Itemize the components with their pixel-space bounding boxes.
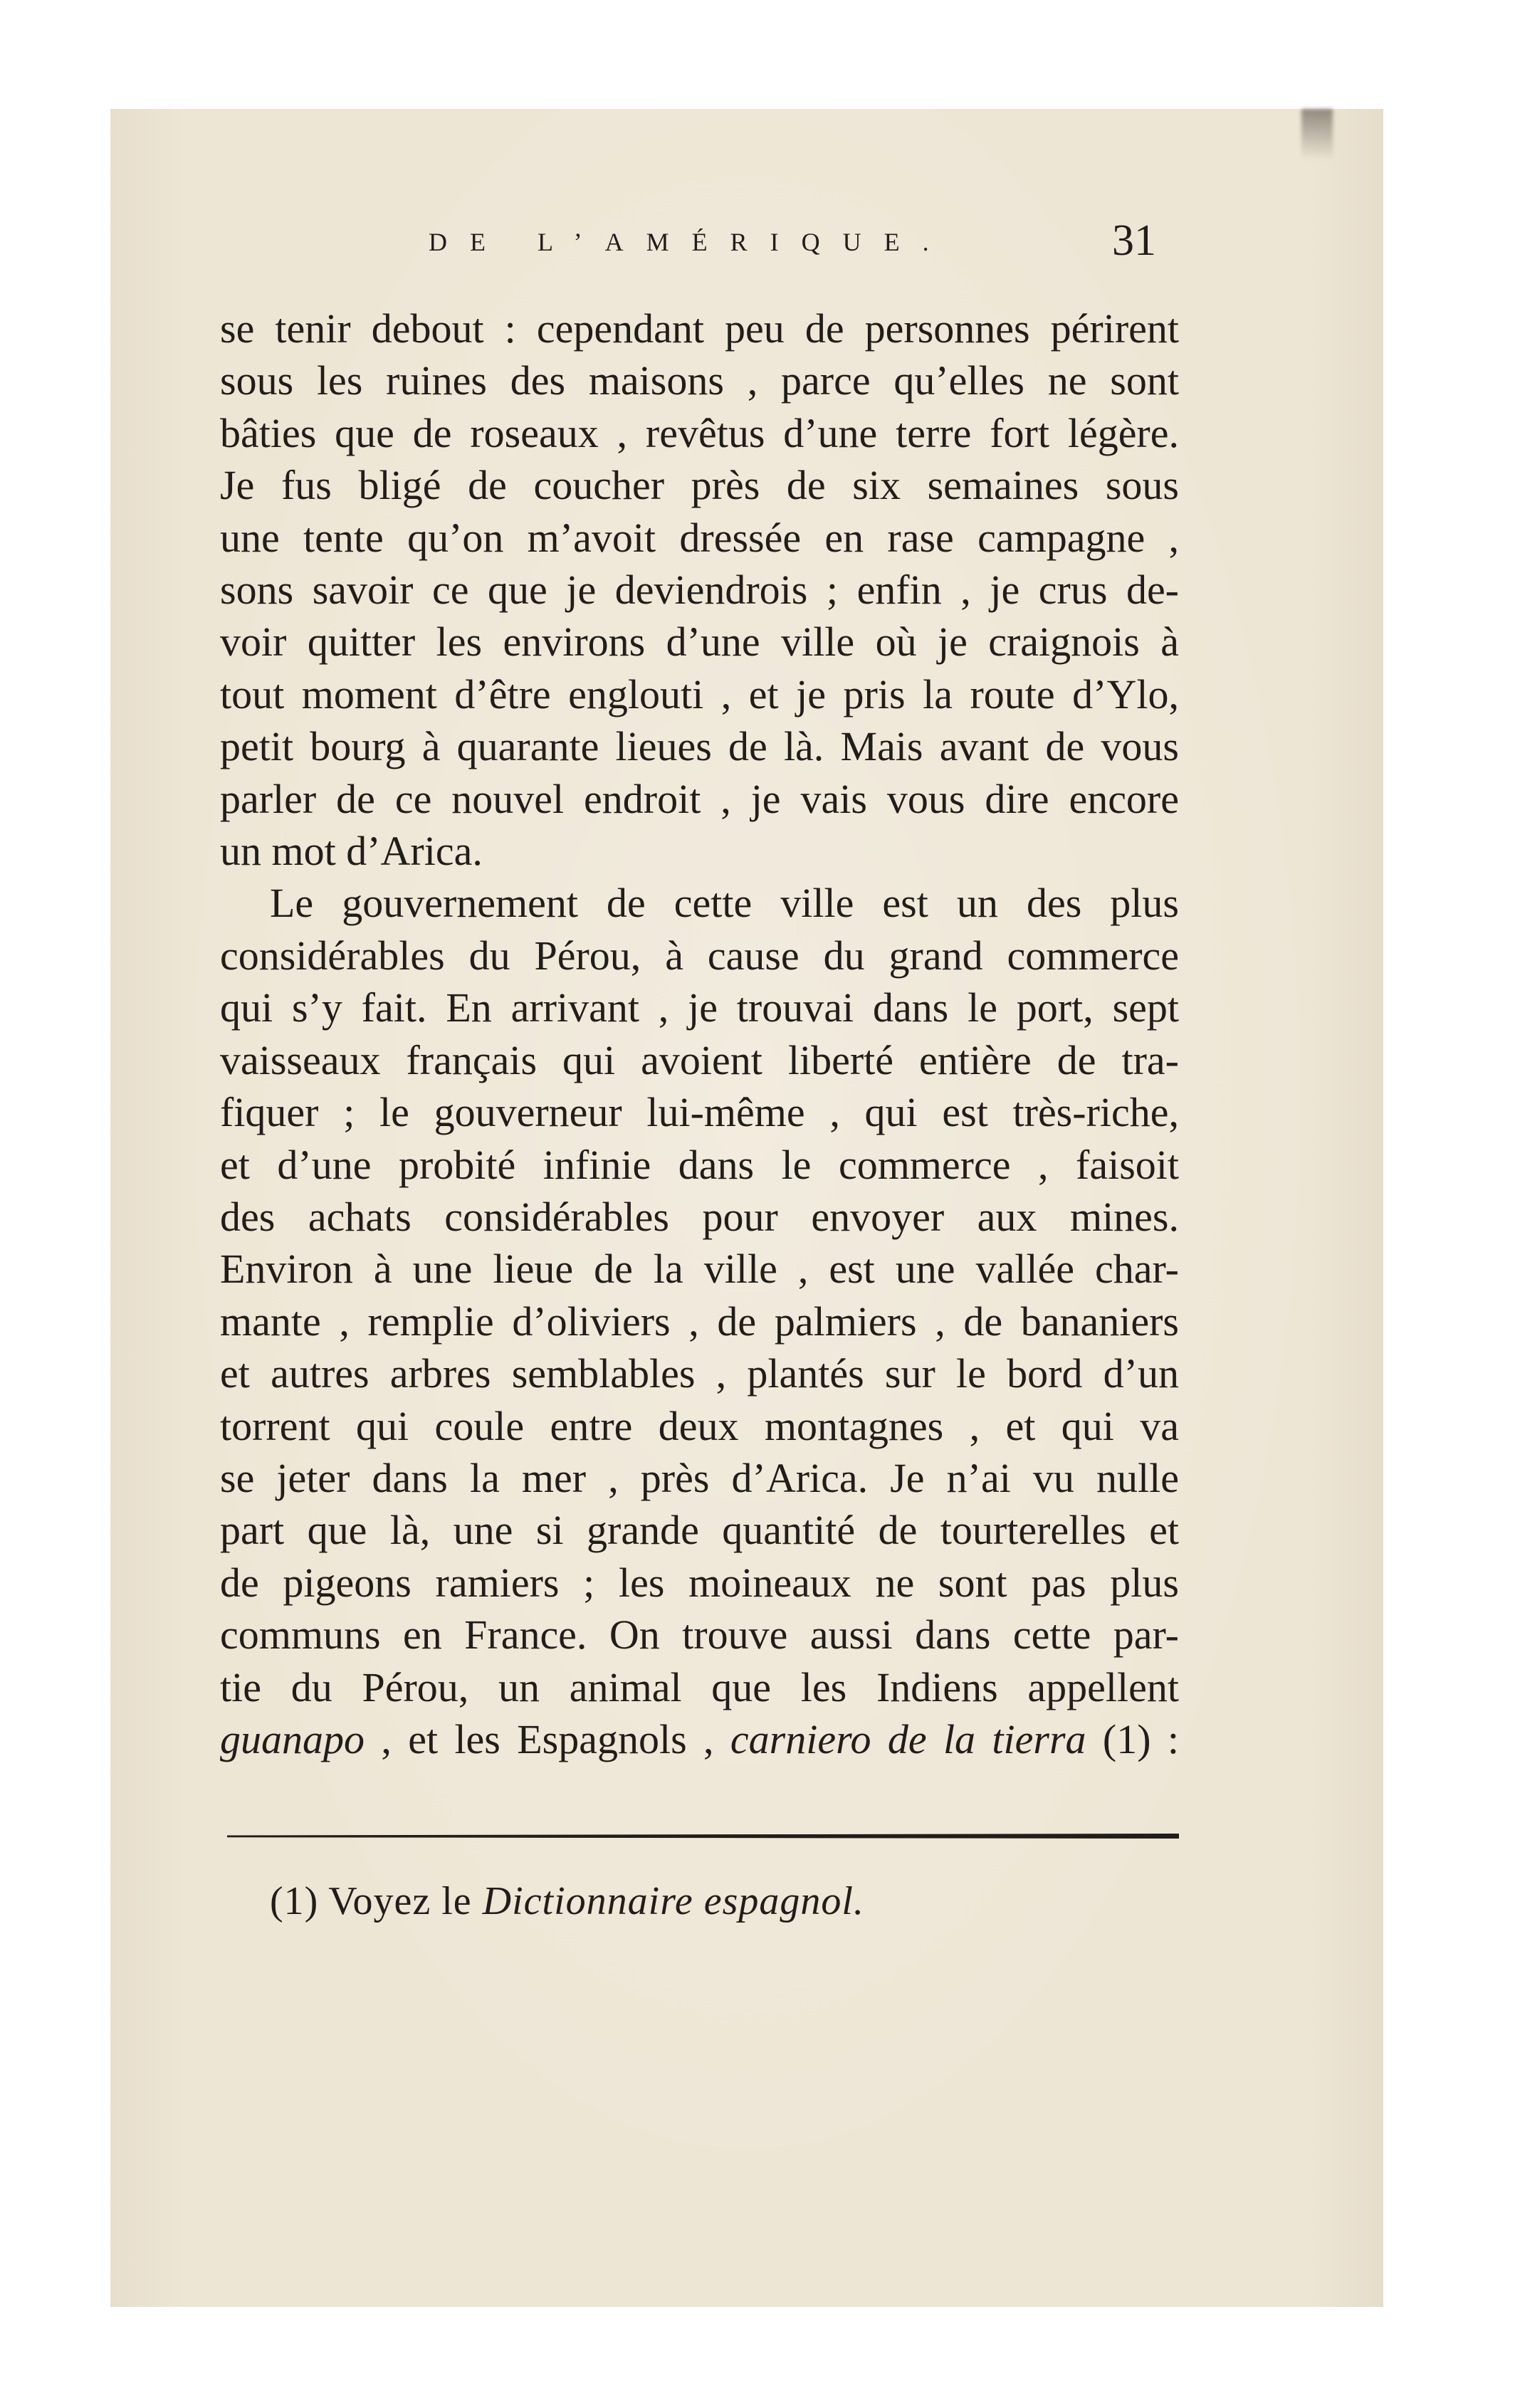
text-line: des achats considérables pour envoyer aux mines. — [220, 1193, 1179, 1240]
paragraph-2 — [220, 877, 1179, 1765]
paragraph-1 — [220, 303, 1179, 877]
text-line: communs en France. On trouve aussi dans cette par- — [220, 1612, 1179, 1658]
scan-smudge — [1301, 109, 1333, 160]
text-line: bâties que de roseaux , revêtus d’une terre fort légère. — [220, 409, 1179, 456]
page-number: 31 — [1112, 216, 1156, 265]
text-line: et d’une probité infinie dans le commerce , faisoit — [220, 1141, 1179, 1188]
text-line: sons savoir ce que je deviendrois ; enfin , je crus de- — [220, 567, 1179, 614]
text-line: se tenir debout : cependant peu de personnes périrent — [220, 305, 1179, 352]
text-line: vaisseaux français qui avoient liberté entière de tra- — [220, 1036, 1179, 1083]
italic-term-guanapo: guanapo — [220, 1715, 365, 1762]
text-line: tie du Pérou, un animal que les Indiens appellent — [220, 1663, 1179, 1710]
text-line: Environ à une lieue de la ville , est une vallée char- — [220, 1246, 1179, 1293]
text-line: tout moment d’être englouti , et je pris la route d’Ylo, — [220, 671, 1179, 717]
footnote-italic-title: Dictionnaire espagnol. — [482, 1879, 864, 1923]
text-line: voir quitter les environs d’une ville où je craignois à — [220, 619, 1179, 666]
text-segment: , et les Espagnols , — [365, 1715, 730, 1762]
text-line: qui s’y fait. En arrivant , je trouvai dans le port, sept — [220, 984, 1179, 1031]
text-line: Je fus bligé de coucher près de six semaines sous — [220, 462, 1179, 509]
footnote-marker: (1) — [270, 1879, 319, 1923]
text-line: considérables du Pérou, à cause du grand commerce — [220, 932, 1179, 979]
footnote-reference: (1) : — [1086, 1715, 1180, 1762]
text-line: Le gouvernement de cette ville est un des plus — [270, 880, 1179, 927]
text-line: torrent qui coule entre deux montagnes , et qui va — [220, 1402, 1179, 1449]
text-line: mante , remplie d’oliviers , de palmiers , de bananiers — [220, 1298, 1179, 1345]
text-line: et autres arbres semblables , plantés sur le bord d’un — [220, 1350, 1179, 1397]
text-line: de pigeons ramiers ; les moineaux ne sont pas plus — [220, 1559, 1179, 1606]
text-line: un mot d’Arica. — [220, 828, 483, 875]
text-line: se jeter dans la mer , près d’Arica. Je n’ai vu nulle — [220, 1454, 1179, 1501]
footnote-text: Voyez le — [328, 1879, 472, 1923]
text-line: fiquer ; le gouverneur lui-même , qui est très-riche, — [220, 1089, 1179, 1136]
text-line: parler de ce nouvel endroit , je vais vous dire encore — [220, 775, 1179, 822]
running-head-title: DE L’AMÉRIQUE. — [429, 228, 952, 256]
footnote — [270, 1876, 864, 1927]
body-text — [220, 303, 1179, 1765]
text-line: petit bourg à quarante lieues de là. Mais avant de vous — [220, 723, 1179, 770]
italic-term-carniero: carniero de la tierra — [730, 1715, 1086, 1762]
text-line: part que là, une si grande quantité de tourterelles et — [220, 1507, 1179, 1554]
text-line-final — [220, 1713, 1179, 1765]
text-line: une tente qu’on m’avoit dressée en rase campagne , — [220, 514, 1179, 561]
text-line: sous les ruines des maisons , parce qu’elles ne sont — [220, 357, 1179, 404]
